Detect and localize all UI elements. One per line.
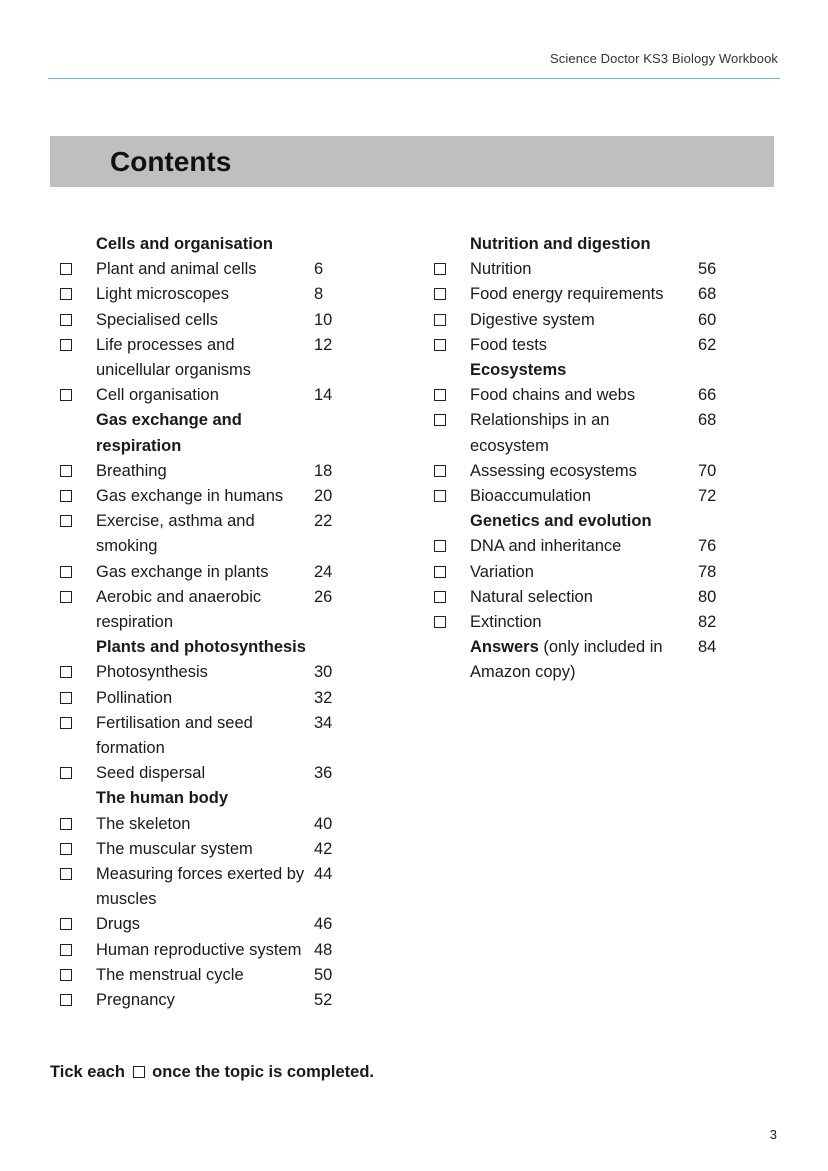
topic-title: Food chains and webs	[470, 386, 636, 405]
section-heading	[432, 509, 732, 534]
topic-checkbox[interactable]	[60, 818, 72, 830]
topic-checkbox[interactable]	[60, 339, 72, 351]
topic-entry	[58, 761, 348, 786]
topic-checkbox[interactable]	[434, 566, 446, 578]
topic-title: Seed dispersal	[96, 764, 206, 783]
page-ref: 20	[314, 487, 333, 506]
page-ref: 68	[698, 411, 717, 430]
page-ref: 56	[698, 260, 717, 279]
page-ref: 10	[314, 310, 333, 329]
topic-checkbox[interactable]	[434, 288, 446, 300]
page-ref: 26	[314, 587, 333, 606]
section-heading	[58, 232, 348, 257]
topic-entry	[58, 383, 348, 408]
answers-title	[432, 635, 690, 685]
topic-title: Food tests	[470, 335, 548, 354]
topic-checkbox[interactable]	[434, 414, 446, 426]
topic-checkbox[interactable]	[60, 389, 72, 401]
answers-title-note: (only included in Amazon copy)	[470, 638, 663, 682]
topic-entry	[58, 938, 348, 963]
topic-entry	[58, 988, 348, 1013]
page-ref: 52	[314, 991, 333, 1010]
page-ref: 70	[698, 461, 717, 480]
topic-title: Digestive system	[470, 310, 595, 329]
topic-entry	[432, 282, 732, 307]
topic-entry	[58, 660, 348, 685]
page-ref: 60	[698, 310, 717, 329]
section-heading	[432, 358, 732, 383]
section-heading-title: Cells and organisation	[96, 235, 273, 253]
topic-checkbox[interactable]	[60, 969, 72, 981]
topic-entry	[58, 912, 348, 937]
topic-title: Aerobic and anaerobic respiration	[96, 587, 262, 632]
running-header: Science Doctor KS3 Biology Workbook	[550, 51, 778, 66]
topic-checkbox[interactable]	[434, 389, 446, 401]
page-ref: 84	[698, 638, 717, 657]
topic-entry	[58, 585, 348, 635]
page-title: Contents	[110, 146, 232, 177]
topic-checkbox[interactable]	[434, 314, 446, 326]
topic-entry	[58, 282, 348, 307]
topic-title: Light microscopes	[96, 285, 229, 304]
topic-checkbox[interactable]	[60, 868, 72, 880]
topic-checkbox[interactable]	[60, 465, 72, 477]
topic-title: Human reproductive system	[96, 940, 302, 959]
topic-checkbox[interactable]	[60, 314, 72, 326]
page-ref: 30	[314, 663, 333, 682]
topic-checkbox[interactable]	[60, 566, 72, 578]
topic-title: Measuring forces exerted by muscles	[96, 865, 305, 909]
checkbox-icon	[133, 1066, 145, 1078]
topic-entry	[432, 585, 732, 610]
topic-title: Bioaccumulation	[470, 487, 592, 506]
page-ref: 72	[698, 487, 717, 506]
topic-entry	[58, 560, 348, 585]
answers-entry	[432, 635, 732, 685]
topic-checkbox[interactable]	[434, 339, 446, 351]
topic-checkbox[interactable]	[434, 540, 446, 552]
topic-checkbox[interactable]	[60, 263, 72, 275]
topic-checkbox[interactable]	[60, 944, 72, 956]
tick-instruction-after: once the topic is completed.	[152, 1063, 374, 1081]
topic-checkbox[interactable]	[434, 263, 446, 275]
page-ref: 12	[314, 335, 333, 354]
topic-title: Assessing ecosystems	[470, 461, 637, 480]
topic-entry	[58, 257, 348, 282]
section-heading-title: Nutrition and digestion	[470, 235, 651, 253]
topic-title: DNA and inheritance	[470, 537, 622, 556]
topic-title: Gas exchange in plants	[96, 562, 269, 581]
page-ref: 78	[698, 562, 717, 581]
page-ref: 46	[314, 915, 333, 934]
topic-title: Photosynthesis	[96, 663, 208, 682]
topic-checkbox[interactable]	[60, 767, 72, 779]
topic-entry	[432, 257, 732, 282]
topic-title: Natural selection	[470, 587, 593, 606]
topic-title: Food energy requirements	[470, 285, 664, 304]
topic-checkbox[interactable]	[60, 515, 72, 527]
topic-title: Breathing	[96, 461, 167, 480]
section-heading-title: Plants and photosynthesis	[96, 638, 306, 657]
topic-entry	[432, 534, 732, 559]
topic-entry	[58, 308, 348, 333]
topic-checkbox[interactable]	[60, 717, 72, 729]
tick-instruction	[50, 1063, 374, 1082]
topic-entry	[432, 610, 732, 635]
section-heading-title: Genetics and evolution	[470, 512, 652, 531]
topic-title: Nutrition	[470, 260, 532, 279]
topic-entry	[58, 686, 348, 711]
topic-title: The skeleton	[96, 814, 191, 833]
page-ref: 18	[314, 461, 333, 480]
page-ref: 40	[314, 814, 333, 833]
topic-title: Pregnancy	[96, 991, 175, 1010]
topic-checkbox[interactable]	[60, 843, 72, 855]
topic-entry	[432, 560, 732, 585]
topic-title: Cell organisation	[96, 386, 219, 405]
topic-title: Specialised cells	[96, 310, 218, 329]
tick-instruction-before: Tick each	[50, 1063, 125, 1081]
topic-checkbox[interactable]	[60, 591, 72, 603]
page-ref: 32	[314, 688, 333, 707]
page-ref: 42	[314, 839, 333, 858]
topic-title: Extinction	[470, 613, 542, 632]
page-ref: 68	[698, 285, 717, 304]
page-ref: 8	[314, 285, 324, 304]
page-ref: 22	[314, 512, 333, 531]
topic-checkbox[interactable]	[60, 490, 72, 502]
answers-title-bold: Answers	[470, 638, 539, 657]
page-ref: 6	[314, 260, 324, 279]
page-number: 3	[769, 1127, 777, 1142]
page-ref: 80	[698, 587, 717, 606]
topic-entry	[58, 963, 348, 988]
topic-title: Variation	[470, 562, 534, 581]
topic-entry	[432, 459, 732, 484]
page-ref: 82	[698, 613, 717, 632]
topic-title: The muscular system	[96, 839, 253, 858]
section-heading-title: Gas exchange and respiration	[96, 411, 242, 455]
contents-column-right	[432, 232, 732, 686]
topic-entry	[432, 383, 732, 408]
page-ref: 44	[314, 865, 333, 884]
topic-checkbox[interactable]	[60, 692, 72, 704]
section-heading-title: Ecosystems	[470, 361, 567, 380]
topic-title: Pollination	[96, 688, 173, 707]
topic-checkbox[interactable]	[60, 994, 72, 1006]
topic-entry	[58, 484, 348, 509]
page-ref: 36	[314, 764, 333, 783]
topic-checkbox[interactable]	[60, 918, 72, 930]
topic-entry	[58, 459, 348, 484]
topic-entry	[58, 333, 348, 383]
topic-entry	[432, 308, 732, 333]
page-ref: 34	[314, 713, 333, 732]
topic-checkbox[interactable]	[60, 288, 72, 300]
topic-checkbox[interactable]	[60, 666, 72, 678]
topic-entry	[432, 484, 732, 509]
page-ref: 14	[314, 386, 333, 405]
page-ref: 24	[314, 562, 333, 581]
section-heading	[432, 232, 732, 257]
topic-title: Exercise, asthma and smoking	[96, 512, 255, 556]
page-ref: 50	[314, 965, 333, 984]
page-ref: 76	[698, 537, 717, 556]
topic-entry	[58, 711, 348, 761]
page-ref: 62	[698, 335, 717, 354]
page-ref: 48	[314, 940, 333, 959]
topic-checkbox[interactable]	[434, 465, 446, 477]
topic-title: The menstrual cycle	[96, 965, 244, 984]
section-heading	[58, 408, 348, 458]
topic-title: Plant and animal cells	[96, 260, 257, 279]
topic-title: Fertilisation and seed formation	[96, 713, 253, 758]
topic-entry	[432, 408, 732, 458]
topic-title: Drugs	[96, 915, 141, 934]
topic-checkbox[interactable]	[434, 591, 446, 603]
header-rule	[48, 78, 780, 79]
topic-entry	[58, 837, 348, 862]
topic-entry	[58, 509, 348, 559]
contents-banner	[50, 136, 774, 187]
contents-column-left	[58, 232, 348, 1013]
topic-title: Life processes and unicellular organisms	[96, 335, 251, 380]
section-heading	[58, 786, 348, 811]
topic-checkbox[interactable]	[434, 616, 446, 628]
section-heading-title: The human body	[96, 789, 228, 808]
section-heading	[58, 635, 348, 660]
page-ref: 66	[698, 386, 717, 405]
topic-title: Gas exchange in humans	[96, 487, 284, 506]
topic-title: Relationships in an ecosystem	[470, 411, 610, 455]
topic-entry	[58, 862, 348, 912]
topic-entry	[58, 812, 348, 837]
topic-checkbox[interactable]	[434, 490, 446, 502]
topic-entry	[432, 333, 732, 358]
